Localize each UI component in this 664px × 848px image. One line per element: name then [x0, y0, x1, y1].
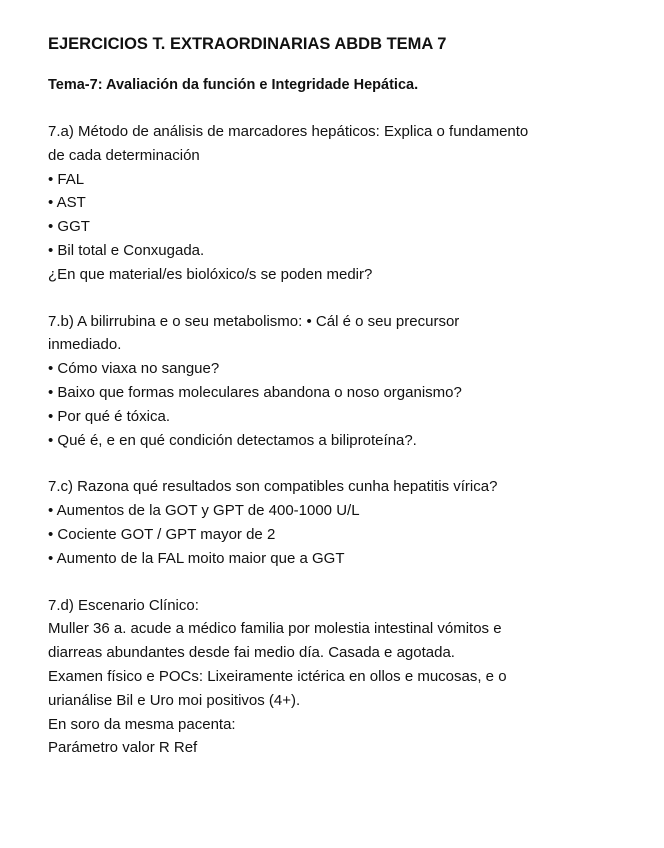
list-item: • Bil total e Conxugada.: [48, 241, 205, 259]
list-item: • Por qué é tóxica.: [48, 407, 170, 425]
case-text-line: urianálise Bil e Uro moi positivos (4+).: [48, 691, 301, 709]
document-title: EJERCICIOS T. EXTRAORDINARIAS ABDB TEMA 7: [48, 35, 447, 53]
case-text-line: En soro da mesma pacenta:: [48, 715, 236, 733]
list-item: • Cociente GOT / GPT mayor de 2: [48, 525, 276, 543]
list-item: • Baixo que formas moleculares abandona o noso organismo?: [48, 383, 462, 401]
exercise-7a-heading-cont: de cada determinación: [48, 146, 200, 164]
table-header-line: Parámetro valor R Ref: [48, 739, 198, 757]
exercise-7d-heading: 7.d) Escenario Clínico:: [48, 596, 199, 614]
exercise-7a: [48, 120, 648, 287]
exercise-7a-heading: 7.a) Método de análisis de marcadores hepáticos: Explica o fundamento: [48, 123, 529, 140]
exercise-7c: [48, 475, 648, 570]
list-item: • GGT: [48, 218, 90, 236]
list-item: • Aumento de la FAL moito maior que a GGT: [48, 549, 345, 567]
exercise-7a-question: ¿En que material/es biolóxico/s se poden medir?: [48, 265, 373, 283]
exercise-7b-heading: 7.b) A bilirrubina e o seu metabolismo: • Cál é o seu precursor: [48, 312, 460, 330]
case-text-line: Examen físico e POCs: Lixeiramente ictérica en ollos e mucosas, e o: [48, 667, 507, 685]
list-item: • Aumentos de la GOT y GPT de 400-1000 U/L: [48, 502, 360, 520]
exercise-7c-heading: 7.c) Razona qué resultados son compatibles cunha hepatitis vírica?: [48, 478, 498, 496]
list-item: • AST: [48, 194, 86, 212]
document-page: [48, 32, 648, 760]
list-item: • Cómo viaxa no sangue?: [48, 360, 220, 378]
case-text-line: diarreas abundantes desde fai medio día. Casada e agotada.: [48, 644, 455, 662]
exercise-7b: [48, 310, 648, 453]
list-item: • Qué é, e en qué condición detectamos a biliproteína?.: [48, 431, 417, 449]
exercise-7b-heading-cont: inmediado.: [48, 336, 122, 354]
list-item: • FAL: [48, 170, 85, 188]
exercise-7d: [48, 594, 648, 761]
document-subtitle: Tema-7: Avaliación da función e Integridade Hepática.: [48, 77, 419, 93]
case-text-line: Muller 36 a. acude a médico familia por molestia intestinal vómitos e: [48, 620, 502, 638]
